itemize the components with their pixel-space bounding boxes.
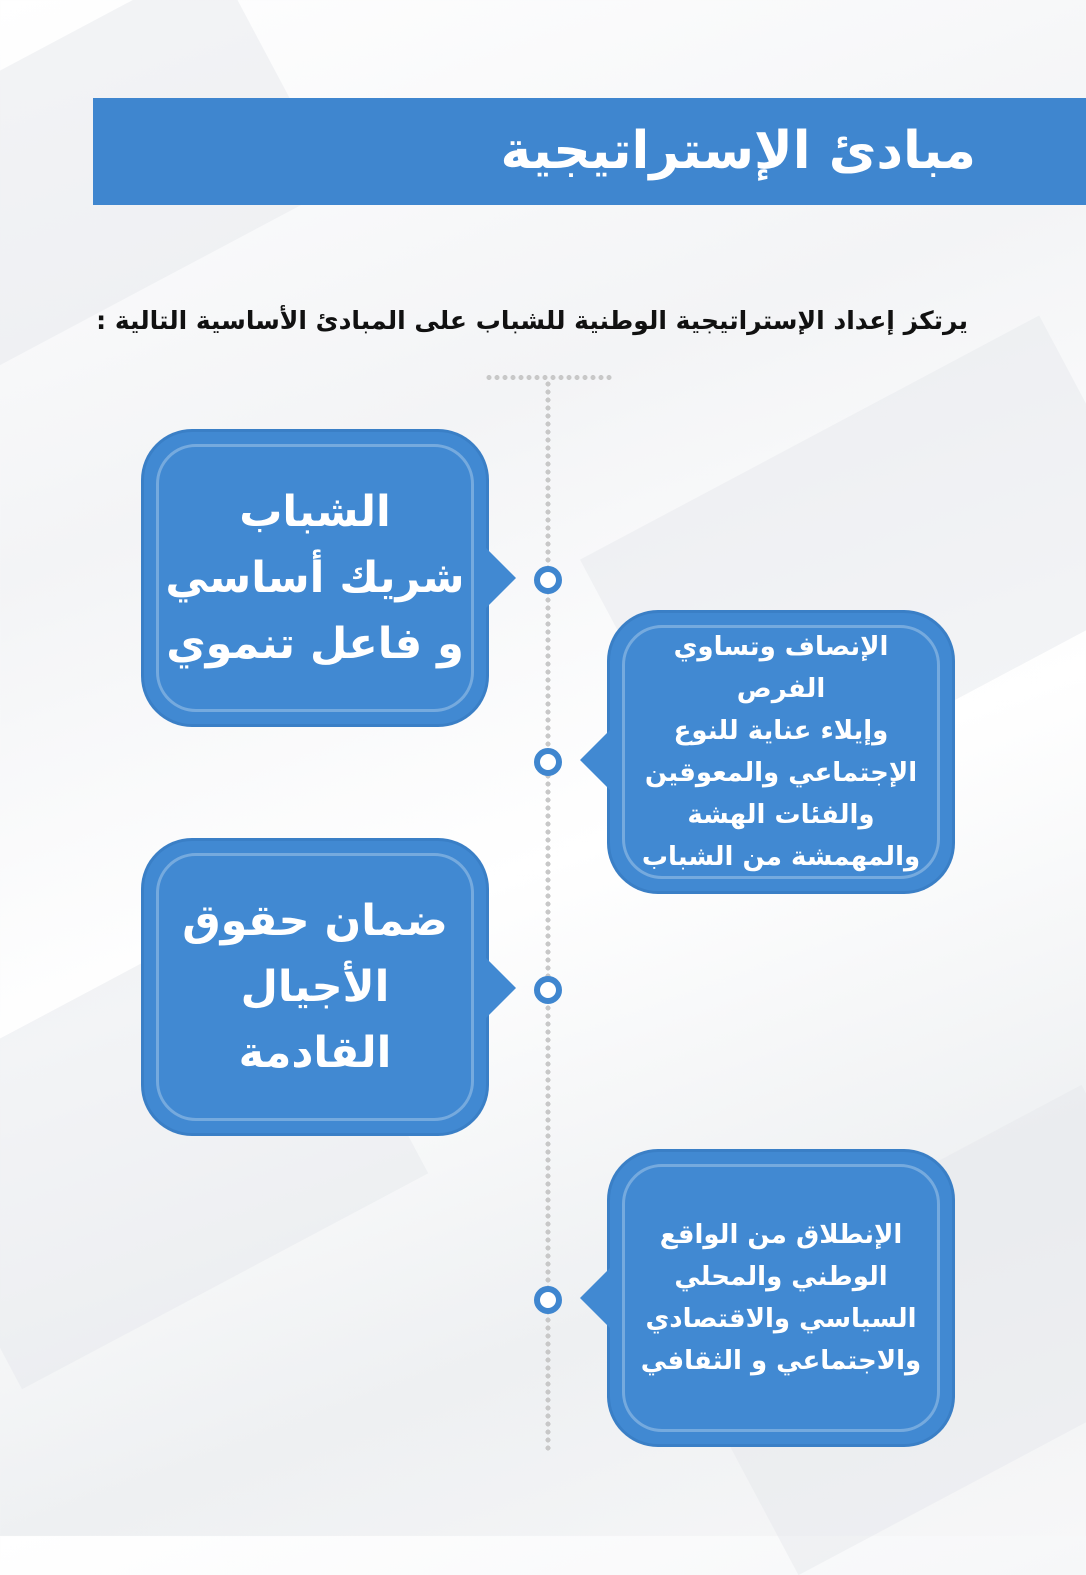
timeline-node: [534, 1286, 562, 1314]
principle-text: الشباب شريك أساسي و فاعل تنموي: [165, 487, 465, 669]
card-pointer: [486, 548, 516, 608]
card-pointer: [580, 730, 610, 790]
timeline-node: [534, 976, 562, 1004]
principle-card-national-reality: [610, 1152, 952, 1444]
card-inner-border: [156, 444, 474, 712]
timeline-node: [534, 748, 562, 776]
principle-text: الإنصاف وتساوي الفرص وإيلاء عناية للنوع الإجتماعي والمعوقين والفئات الهشة والمهمشة من الشباب: [641, 632, 921, 872]
header-bar: [93, 98, 1086, 205]
card-inner-border: [622, 1164, 940, 1432]
principle-card-future-generations: [144, 841, 486, 1133]
principle-card-equity: [610, 613, 952, 891]
intro-text: يرتكز إعداد الإستراتيجية الوطنية للشباب على المبادئ الأساسية التالية :: [96, 306, 968, 335]
timeline-node: [534, 566, 562, 594]
principle-text: الإنطلاق من الواقع الوطني والمحلي السياسي والاقتصادي والاجتماعي و الثقافي: [640, 1220, 922, 1376]
principle-text: ضمان حقوق الأجيال القادمة: [182, 896, 448, 1078]
card-inner-border: [622, 625, 940, 879]
card-pointer: [486, 958, 516, 1018]
principle-card-youth-partner: [144, 432, 486, 724]
page-title: مبادئ الإستراتيجية: [500, 121, 976, 181]
card-pointer: [580, 1268, 610, 1328]
card-inner-border: [156, 853, 474, 1121]
